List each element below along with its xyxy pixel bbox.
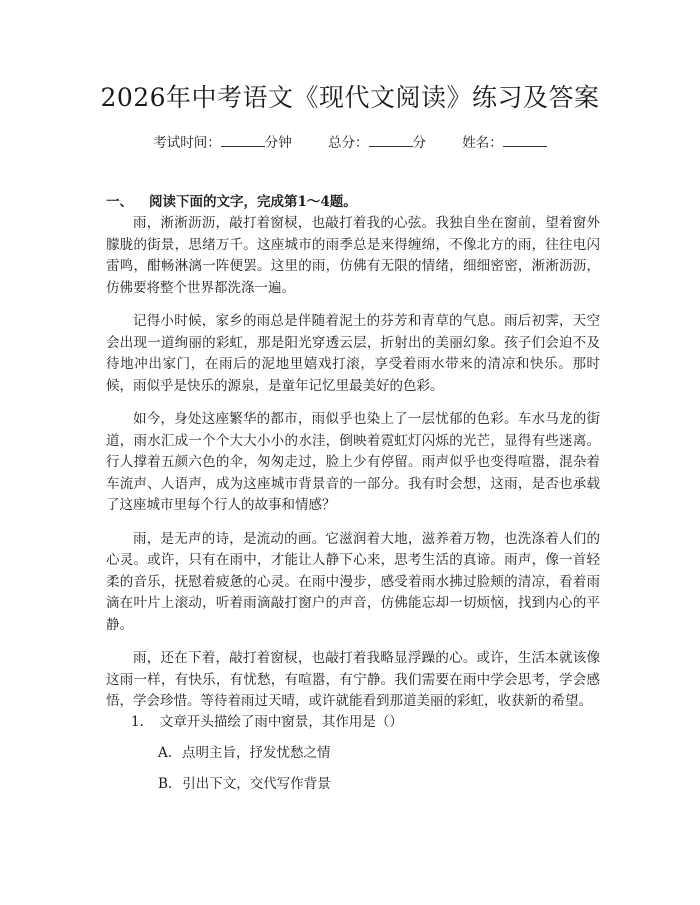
option-text: 引出下文，交代写作背景 — [182, 776, 331, 792]
option-text: 点明主旨，抒发忧愁之情 — [182, 745, 331, 761]
reading-passage — [106, 213, 600, 725]
total-score-blank — [369, 145, 413, 147]
passage-paragraph: 如今，身处这座繁华的都市，雨似乎也染上了一层忧郁的色彩。车水马龙的街道，雨水汇成一个个大大小小的水洼，倒映着霓虹灯闪烁的光芒，显得有些迷离。行人撑着五颜六色的伞，匆匆走过，脸上少有停留。雨声似乎也变得喧嚣，混杂着车流声、人语声，成为这座城市背景音的一部分。我有时会想，这雨，是否也承载了这座城市里每个行人的故事和情感？ — [106, 411, 600, 513]
document-title: 2026年中考语文《现代文阅读》练习及答案 — [100, 83, 600, 112]
name-blank — [503, 145, 547, 147]
exam-time-field — [153, 135, 296, 151]
option-letter: B. — [158, 776, 173, 792]
name-field — [462, 135, 547, 151]
total-score-field — [328, 135, 430, 151]
total-score-label: 总分： — [328, 135, 369, 151]
passage-paragraph: 雨，淅淅沥沥，敲打着窗棂，也敲打着我的心弦。我独自坐在窗前，望着窗外朦胧的街景，思绪万千。这座城市的雨季总是来得缠绵，不像北方的雨，往往电闪雷鸣，酣畅淋漓一阵便罢。这里的雨，仿佛有无限的情绪，细细密密，淅淅沥沥，仿佛要将整个世界都洗涤一遍。 — [106, 215, 600, 296]
exam-time-unit: 分钟 — [264, 135, 292, 151]
passage-paragraph: 雨，是无声的诗，是流动的画。它滋润着大地，滋养着万物，也洗涤着人们的心灵。或许，只有在雨中，才能让人静下心来，思考生活的真谛。雨声，像一首轻柔的音乐，抚慰着疲惫的心灵。在雨中漫步，感受着雨水拂过脸颊的清凉，看着雨滴在叶片上滚动，听着雨滴敲打窗户的声音，仿佛能忘却一切烦恼，找到内心的平静。 — [106, 530, 600, 633]
option-letter: A. — [158, 745, 173, 761]
passage-paragraph: 记得小时候，家乡的雨总是伴随着泥土的芬芳和青草的气息。雨后初霁，天空会出现一道绚丽的彩虹，那是阳光穿透云层，折射出的美丽幻象。孩子们会迫不及待地冲出家门，在雨后的泥地里嬉戏打滚，享受着雨水带来的清凉和快乐。那时候，雨似乎是快乐的源泉，是童年记忆里最美好的色彩。 — [106, 313, 600, 394]
exam-time-label: 考试时间： — [153, 135, 221, 151]
section-instruction: 阅读下面的文字，完成第1～4题。 — [149, 194, 357, 210]
total-score-unit: 分 — [412, 135, 426, 151]
exam-time-blank — [221, 145, 265, 147]
option-a[interactable] — [158, 741, 331, 761]
exam-info-line — [0, 131, 700, 151]
question-number: 1. — [131, 714, 144, 730]
section-number: 一、 — [106, 194, 133, 210]
section-heading — [106, 190, 357, 210]
option-b[interactable] — [158, 772, 331, 792]
name-label: 姓名： — [462, 135, 503, 151]
passage-paragraph: 雨，还在下着，敲打着窗棂，也敲打着我略显浮躁的心。或许，生活本就该像这雨一样，有快乐，有忧愁，有喧嚣，有宁静。我们需要在雨中学会思考，学会感悟，学会珍惜。等待着雨过天晴，或许就能看到那道美丽的彩虹，收获新的希望。 — [106, 650, 600, 709]
question-1 — [131, 710, 403, 730]
question-text: 文章开头描绘了雨中窗景，其作用是（） — [159, 714, 403, 730]
